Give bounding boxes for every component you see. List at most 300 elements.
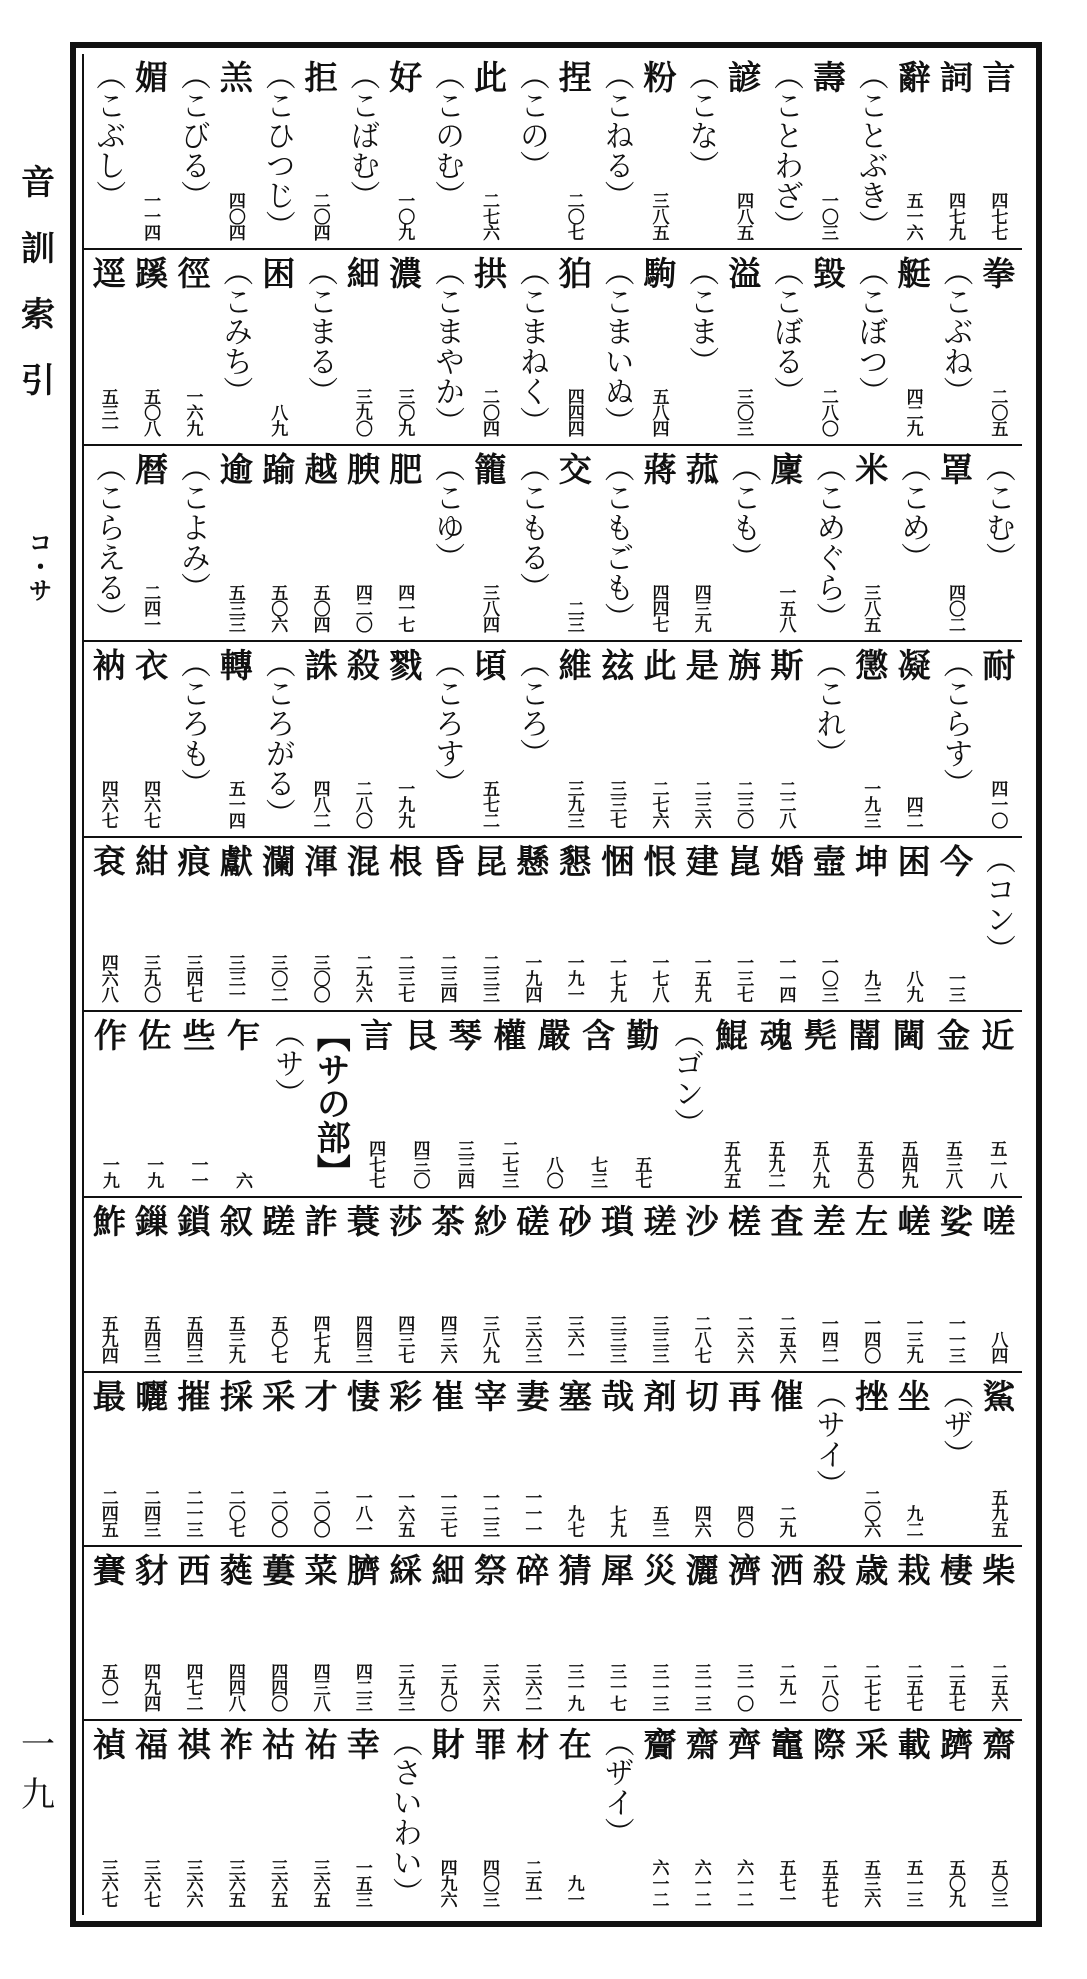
index-entry (679, 60, 721, 244)
entry-page-number: 五一八 (986, 1140, 1007, 1189)
kanji-entry: 齊 (723, 1727, 763, 1760)
index-entry (425, 1727, 467, 1911)
index-entry (594, 1204, 636, 1366)
reading-label: （こぼつ） (852, 256, 888, 406)
index-entry (171, 452, 213, 636)
kanji-entry: 肥 (384, 452, 424, 485)
index-blocks (82, 54, 1022, 1915)
entry-page-number: 一三九 (902, 1314, 923, 1363)
kanji-entry: 壼 (807, 844, 847, 877)
kanji-entry: 祺 (172, 1727, 212, 1760)
index-block (82, 1198, 1022, 1372)
kanji-entry: 轉 (214, 648, 254, 681)
kanji-entry: 誅 (299, 648, 339, 681)
index-entry (510, 452, 552, 636)
index-entry (510, 1379, 552, 1541)
index-entry (637, 60, 679, 244)
index-entry (510, 844, 552, 1006)
section-heading: 【サの部】 (310, 1018, 351, 1189)
entry-page-number: 二七六 (479, 192, 499, 240)
kanji-entry: 洒 (765, 1552, 805, 1586)
entry-page-number: 三八五 (648, 192, 669, 240)
index-entry (256, 452, 298, 636)
index-entry (256, 844, 298, 1006)
entry-page-number: 二〇〇 (267, 1488, 288, 1537)
index-entry (849, 1379, 891, 1541)
kanji-entry: 溢 (723, 256, 763, 289)
entry-page-number: 五三三 (224, 584, 245, 632)
kanji-entry: 柴 (977, 1552, 1017, 1586)
index-entry (425, 844, 467, 1006)
index-entry (467, 1727, 509, 1911)
kanji-entry: 建 (680, 844, 720, 877)
index-entry (340, 1727, 382, 1911)
kanji-entry: 艇 (892, 256, 932, 289)
index-entry (891, 844, 933, 1006)
index-entry (397, 1018, 441, 1192)
index-entry (594, 1379, 636, 1541)
kanji-entry: 碎 (511, 1552, 551, 1586)
index-entry (467, 1379, 509, 1541)
index-entry (213, 60, 255, 244)
entry-page-number: 六一二 (690, 1859, 711, 1907)
index-title-char: 音 (21, 163, 55, 203)
kanji-entry: 坐 (892, 1378, 932, 1412)
entry-page-number: 一〇三 (817, 192, 838, 240)
kanji-entry: 耐 (977, 648, 1017, 681)
entry-page-number: 三〇九 (394, 388, 415, 436)
kanji-entry: 竈 (765, 1727, 805, 1760)
kanji-entry: 昏 (426, 844, 466, 877)
index-entry (619, 1018, 663, 1192)
kanji-entry: 齋 (977, 1727, 1017, 1760)
entry-page-number: 五五七 (817, 1859, 838, 1907)
reading-label: （コン） (979, 844, 1015, 964)
index-entry (425, 60, 467, 244)
index-entry (891, 452, 933, 636)
entry-page-number: 五〇六 (267, 584, 288, 632)
entry-page-number: 二八七 (690, 1314, 711, 1363)
kanji-entry: 犀 (596, 1552, 636, 1586)
kanji-entry: 槎 (723, 1204, 763, 1238)
index-entry (679, 1727, 721, 1911)
index-block (82, 54, 1022, 250)
index-title-char: 訓 (21, 229, 55, 269)
index-entry (256, 1727, 298, 1911)
index-entry (383, 60, 425, 244)
entry-page-number: 五九二 (764, 1140, 785, 1189)
entry-page-number: 三三一 (224, 954, 245, 1003)
index-entry (86, 844, 128, 1006)
index-entry (679, 1553, 721, 1715)
kanji-entry: 嚴 (532, 1018, 572, 1052)
index-entry (510, 1553, 552, 1715)
index-entry (340, 452, 382, 636)
kanji-entry: 挫 (850, 1378, 890, 1412)
index-entry (441, 1018, 485, 1192)
entry-page-number: 二〇七 (563, 192, 584, 240)
kanji-entry: 痕 (172, 844, 212, 877)
entry-page-number: 二五七 (944, 1663, 965, 1711)
index-entry (721, 1379, 763, 1541)
kanji-entry: 差 (807, 1204, 847, 1238)
index-entry (383, 452, 425, 636)
index-entry (552, 452, 594, 636)
entry-page-number: 五九五 (720, 1140, 741, 1189)
kanji-entry: 再 (723, 1378, 763, 1412)
index-entry (213, 256, 255, 440)
index-block (82, 1373, 1022, 1547)
index-entry (340, 1553, 382, 1715)
index-entry (721, 648, 763, 832)
kanji-entry: 袞 (87, 844, 127, 877)
entry-page-number: 二〇四 (309, 192, 330, 240)
index-entry (467, 1204, 509, 1366)
kanji-entry: 拳 (977, 256, 1017, 289)
index-entry (256, 256, 298, 440)
entry-page-number: 二八〇 (351, 780, 372, 828)
kanji-entry: 拒 (299, 60, 339, 93)
entry-page-number: 一八一 (351, 1488, 372, 1537)
index-entry (891, 1553, 933, 1715)
index-entry (256, 1553, 298, 1715)
entry-page-number: 三六五 (224, 1859, 245, 1907)
entry-page-number: 一二三 (479, 1488, 499, 1537)
index-entry (175, 1018, 219, 1192)
entry-page-number: 四七九 (944, 192, 965, 240)
entry-page-number: 三六六 (479, 1663, 499, 1711)
entry-page-number: 三八九 (479, 1314, 499, 1363)
reading-label: （ゴン） (668, 1018, 704, 1139)
entry-page-number: 一九三 (860, 780, 881, 828)
reading-label: （ことわざ） (768, 60, 804, 240)
kanji-entry: 祚 (214, 1727, 254, 1760)
kanji-entry: 衲 (87, 648, 127, 681)
index-entry (721, 60, 763, 244)
entry-page-number: 二四一 (140, 584, 161, 632)
kanji-entry: 頃 (469, 648, 508, 681)
index-entry (256, 648, 298, 832)
kanji-entry: 蓑 (341, 1204, 381, 1238)
index-entry (891, 256, 933, 440)
index-entry (213, 648, 255, 832)
index-entry (637, 1727, 679, 1911)
kanji-entry: 才 (299, 1378, 339, 1412)
index-entry (510, 1727, 552, 1911)
index-entry (86, 1379, 128, 1541)
entry-page-number: 四〇三 (479, 1859, 499, 1907)
entry-page-number: 九一 (563, 1875, 584, 1907)
entry-page-number: 四三八 (309, 1663, 330, 1711)
kanji-entry: 詞 (934, 60, 974, 93)
index-entry (841, 1018, 885, 1192)
reading-label: （こらえる） (90, 452, 126, 632)
kanji-entry: 悃 (596, 844, 636, 877)
index-entry (707, 1018, 751, 1192)
entry-page-number: 一六九 (182, 388, 203, 436)
entry-page-number: 二四五 (97, 1488, 118, 1537)
entry-page-number: 三三七 (606, 780, 627, 828)
kanji-entry: 辭 (892, 60, 932, 93)
entry-page-number: 七九 (606, 1504, 627, 1537)
kanji-entry: 砂 (553, 1204, 593, 1238)
entry-page-number: 二〇七 (224, 1488, 245, 1537)
kanji-entry: 西 (172, 1552, 212, 1586)
index-entry (637, 1379, 679, 1541)
kanji-entry: 狛 (553, 256, 593, 289)
entry-page-number: 四六八 (97, 954, 118, 1003)
kanji-entry: 菜 (299, 1552, 339, 1586)
kanji-entry: 細 (426, 1552, 466, 1586)
reading-label: （ザ） (937, 1378, 973, 1469)
entry-page-number: 一四〇 (860, 1314, 881, 1363)
index-entry (298, 1727, 340, 1911)
entry-page-number: 一一四 (775, 954, 796, 1003)
index-entry (764, 452, 806, 636)
entry-page-number: 四四〇 (267, 1663, 288, 1711)
entry-page-number: 二九六 (351, 954, 372, 1003)
kanji-entry: 采 (850, 1727, 890, 1760)
entry-page-number: 一一一 (521, 1488, 542, 1537)
reading-label: （こもる） (513, 452, 549, 602)
entry-page-number: 五三一 (97, 388, 118, 436)
index-entry (891, 1379, 933, 1541)
index-entry (976, 452, 1018, 636)
index-entry (340, 1204, 382, 1366)
index-entry (425, 648, 467, 832)
kanji-entry: 塞 (553, 1378, 593, 1412)
entry-page-number: 四〇 (733, 1504, 754, 1537)
index-entry (256, 1204, 298, 1366)
kanji-entry: 濃 (384, 256, 424, 289)
entry-page-number: 三九〇 (351, 388, 372, 436)
index-entry (637, 648, 679, 832)
entry-page-number: 五八四 (648, 388, 669, 436)
index-entry (594, 844, 636, 1006)
index-entry (128, 648, 170, 832)
index-entry (976, 1379, 1018, 1541)
kanji-entry: 瑳 (638, 1204, 678, 1238)
index-entry (86, 1018, 130, 1192)
kanji-entry: 籠 (469, 452, 508, 485)
kanji-entry: 催 (765, 1378, 805, 1412)
index-entry (298, 1204, 340, 1366)
entry-page-number: 五八九 (808, 1140, 829, 1189)
page-number-char: 一 (21, 1725, 55, 1765)
index-title (18, 150, 58, 414)
index-entry (806, 60, 848, 244)
kanji-entry: 娑 (934, 1204, 974, 1238)
index-entry (467, 60, 509, 244)
kanji-entry: 載 (892, 1727, 932, 1760)
kanji-entry: 躋 (934, 1727, 974, 1760)
index-entry (933, 844, 975, 1006)
index-entry (128, 1727, 170, 1911)
index-entry (510, 648, 552, 832)
index-entry (849, 1204, 891, 1366)
entry-page-number: 六一二 (733, 1859, 754, 1907)
reading-label: （こひつじ） (259, 60, 295, 240)
index-block (82, 446, 1022, 642)
entry-page-number: 二〇〇 (309, 1488, 330, 1537)
kanji-entry: 腴 (341, 452, 381, 485)
entry-page-number: 二三六 (690, 780, 711, 828)
index-entry (806, 1379, 848, 1541)
entry-page-number: 二七六 (648, 780, 669, 828)
entry-page-number: 四六七 (140, 780, 161, 828)
index-entry (974, 1018, 1018, 1192)
index-entry (510, 60, 552, 244)
kanji-entry: 崑 (723, 844, 763, 877)
index-entry (86, 1727, 128, 1911)
entry-page-number: 五九四 (97, 1314, 118, 1363)
index-entry (891, 1727, 933, 1911)
kanji-entry: 粉 (638, 60, 678, 93)
entry-page-number: 二八〇 (817, 388, 838, 436)
entry-page-number: 七三 (586, 1156, 607, 1189)
kanji-entry: 勤 (621, 1018, 661, 1052)
kanji-entry: 些 (177, 1018, 217, 1052)
entry-page-number: 四四四 (563, 388, 584, 436)
entry-page-number: 三六七 (97, 1859, 118, 1907)
index-entry (806, 1727, 848, 1911)
entry-page-number: 五三九 (224, 1314, 245, 1363)
reading-label: （こねる） (598, 60, 634, 210)
kanji-entry: 旃 (723, 648, 763, 681)
entry-page-number: 三九〇 (436, 1663, 457, 1711)
reading-label: （こびる） (174, 60, 210, 210)
kanji-entry: 福 (130, 1727, 170, 1760)
index-entry (849, 1553, 891, 1715)
index-entry (721, 452, 763, 636)
index-entry (308, 1018, 352, 1192)
entry-page-number: 五〇一 (97, 1663, 118, 1711)
kanji-entry: 宰 (469, 1378, 508, 1412)
kanji-entry: 徑 (172, 256, 212, 289)
reading-label: （こまいぬ） (598, 256, 634, 436)
index-entry (383, 1379, 425, 1541)
kanji-entry: 懇 (553, 844, 593, 877)
entry-page-number: 六一二 (648, 1859, 669, 1907)
entry-page-number: 四八二 (309, 780, 330, 828)
entry-page-number: 一九一 (563, 954, 584, 1003)
index-entry (340, 844, 382, 1006)
kanji-entry: 臍 (341, 1552, 381, 1586)
kanji-entry: 婚 (765, 844, 805, 877)
kanji-entry: 髡 (798, 1018, 838, 1052)
kanji-entry: 棲 (934, 1552, 974, 1586)
index-entry (976, 648, 1018, 832)
kanji-entry: 拱 (469, 256, 508, 289)
kanji-entry: 摧 (172, 1378, 212, 1412)
index-entry (256, 1379, 298, 1541)
kanji-entry: 羔 (214, 60, 254, 93)
index-entry (891, 648, 933, 832)
kanji-entry: 莎 (384, 1204, 424, 1238)
entry-page-number: 四九六 (436, 1859, 457, 1907)
kanji-entry: 蹊 (130, 256, 170, 289)
kanji-entry: 魂 (754, 1018, 794, 1052)
kanji-entry: 蹉 (257, 1204, 297, 1238)
kanji-entry: 祭 (469, 1552, 508, 1586)
kanji-entry: 戮 (384, 648, 424, 681)
entry-page-number: 九二 (902, 1504, 923, 1537)
entry-page-number: 一一四 (140, 192, 161, 240)
reading-label: （こらす） (937, 648, 973, 798)
index-entry (976, 1204, 1018, 1366)
kanji-entry: 今 (934, 844, 974, 877)
kanji-entry: 困 (892, 844, 932, 877)
kanji-entry: 最 (87, 1378, 127, 1412)
reading-label: （こまる） (302, 256, 338, 406)
kanji-entry: 佐 (133, 1018, 173, 1052)
index-entry (510, 1204, 552, 1366)
entry-page-number: 一五八 (775, 584, 796, 632)
index-entry (467, 648, 509, 832)
reading-label: （こも） (725, 452, 761, 572)
index-entry (933, 1379, 975, 1541)
kanji-entry: 闇 (843, 1018, 883, 1052)
index-entry (764, 1553, 806, 1715)
kanji-entry: 媚 (130, 60, 170, 93)
index-entry (467, 844, 509, 1006)
kanji-entry: 齋 (680, 1727, 720, 1760)
kanji-entry: 鏁 (130, 1204, 170, 1238)
kanji-entry: 駒 (638, 256, 678, 289)
kanji-entry: 根 (384, 844, 424, 877)
kanji-entry: 踰 (257, 452, 297, 485)
entry-page-number: 三九〇 (140, 954, 161, 1003)
entry-page-number: 三九三 (563, 780, 584, 828)
kanji-entry: 鎖 (172, 1204, 212, 1238)
index-entry (530, 1018, 574, 1192)
entry-page-number: 二三四 (436, 954, 457, 1003)
page-number (18, 1720, 58, 1820)
index-entry (340, 1379, 382, 1541)
kanji-entry: 剤 (638, 1378, 678, 1412)
index-entry (171, 256, 213, 440)
entry-page-number: 四四三 (351, 1314, 372, 1363)
entry-page-number: 四八五 (733, 192, 754, 240)
entry-page-number: 五〇七 (267, 1314, 288, 1363)
kanji-entry: 灑 (680, 1552, 720, 1586)
index-entry (128, 256, 170, 440)
index-entry (213, 1553, 255, 1715)
kanji-entry: 此 (638, 648, 678, 681)
section-label (18, 530, 58, 602)
index-block (82, 838, 1022, 1012)
entry-page-number: 一一 (187, 1156, 208, 1189)
reading-label: （こめぐら） (810, 452, 846, 632)
entry-page-number: 五〇九 (944, 1859, 965, 1907)
entry-page-number: 三〇〇 (309, 954, 330, 1003)
kanji-entry: 壽 (807, 60, 847, 93)
index-block (82, 1721, 1022, 1915)
kanji-entry: 斯 (765, 648, 805, 681)
entry-page-number: 三三四 (453, 1140, 474, 1189)
reading-label: （こむ） (979, 452, 1015, 572)
entry-page-number: 二五六 (775, 1314, 796, 1363)
entry-page-number: 五四九 (897, 1140, 918, 1189)
entry-page-number: 五〇八 (140, 388, 161, 436)
entry-page-number: 五〇四 (309, 584, 330, 632)
entry-page-number: 二七七 (860, 1663, 881, 1711)
index-entry (510, 256, 552, 440)
kanji-entry: 殺 (341, 648, 381, 681)
index-entry (976, 60, 1018, 244)
index-entry (976, 1553, 1018, 1715)
index-entry (764, 844, 806, 1006)
